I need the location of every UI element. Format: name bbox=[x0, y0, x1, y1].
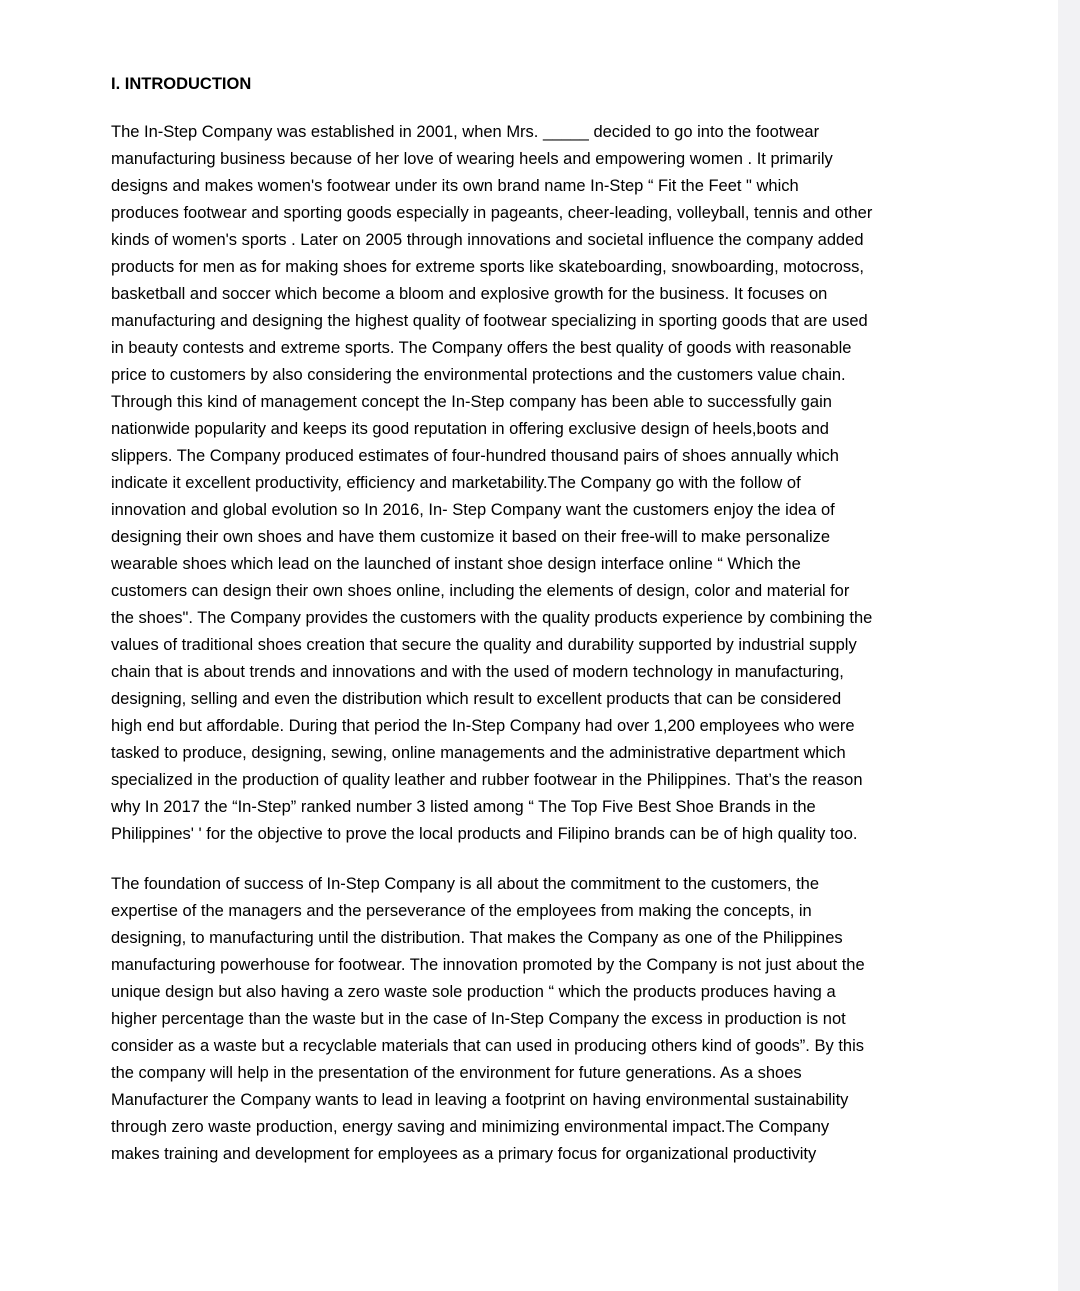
text-line: kinds of women's sports . Later on 2005 through innovations and societal influence the company added bbox=[111, 231, 864, 249]
text-line: makes training and development for employees as a primary focus for organizational productivity bbox=[111, 1145, 817, 1163]
text-line: consider as a waste but a recyclable materials that can used in producing others kind of goods”. By this bbox=[111, 1037, 864, 1055]
document-content bbox=[111, 72, 941, 1163]
text-line: specialized in the production of quality leather and rubber footwear in the Philippines. That’s the reason bbox=[111, 771, 863, 789]
paragraph-2 bbox=[111, 871, 865, 1168]
text-line: innovation and global evolution so In 2016, In- Step Company want the customers enjoy the idea of bbox=[111, 501, 835, 519]
text-line: designing their own shoes and have them customize it based on their free-will to make personalize bbox=[111, 528, 831, 546]
text-line: designing, selling and even the distribution which result to excellent products that can be considered bbox=[111, 690, 842, 708]
paragraph-1 bbox=[111, 119, 872, 848]
text-line: The In-Step Company was established in 2001, when Mrs. _____ decided to go into the footwear bbox=[111, 123, 820, 141]
text-line: wearable shoes which lead on the launched of instant shoe design interface online “ Which the bbox=[111, 555, 801, 573]
text-line: nationwide popularity and keeps its good reputation in offering exclusive design of heels,boots and bbox=[111, 420, 829, 438]
text-line: in beauty contests and extreme sports. The Company offers the best quality of goods with reasonable bbox=[111, 339, 852, 357]
text-line: the company will help in the presentation of the environment for future generations. As a shoes bbox=[111, 1064, 802, 1082]
section-heading: I. INTRODUCTION bbox=[111, 75, 252, 93]
text-line: basketball and soccer which become a bloom and explosive growth for the business. It focuses on bbox=[111, 285, 828, 303]
text-line: customers can design their own shoes online, including the elements of design, color and material for bbox=[111, 582, 850, 600]
text-line: Manufacturer the Company wants to lead in leaving a footprint on having environmental sustainability bbox=[111, 1091, 849, 1109]
scrollbar-track[interactable] bbox=[1058, 0, 1080, 1291]
text-line: The foundation of success of In-Step Company is all about the commitment to the customers, the bbox=[111, 875, 820, 893]
text-line: manufacturing powerhouse for footwear. The innovation promoted by the Company is not just about the bbox=[111, 956, 865, 974]
text-line: price to customers by also considering the environmental protections and the customers value chain. bbox=[111, 366, 846, 384]
text-line: Philippines' ' for the objective to prove the local products and Filipino brands can be of high quality too. bbox=[111, 825, 858, 843]
text-line: higher percentage than the waste but in the case of In-Step Company the excess in production is not bbox=[111, 1010, 846, 1028]
text-line: the shoes". The Company provides the customers with the quality products experience by combining the bbox=[111, 609, 873, 627]
text-line: why In 2017 the “In-Step” ranked number 3 listed among “ The Top Five Best Shoe Brands in the bbox=[111, 798, 816, 816]
text-line: slippers. The Company produced estimates of four-hundred thousand pairs of shoes annually which bbox=[111, 447, 839, 465]
text-line: manufacturing business because of her love of wearing heels and empowering women . It primarily bbox=[111, 150, 833, 168]
text-line: values of traditional shoes creation that secure the quality and durability supported by industrial supply bbox=[111, 636, 857, 654]
text-line: products for men as for making shoes for extreme sports like skateboarding, snowboarding, motocross, bbox=[111, 258, 864, 276]
text-line: chain that is about trends and innovations and with the used of modern technology in manufacturing, bbox=[111, 663, 844, 681]
text-line: unique design but also having a zero waste sole production “ which the products produces having a bbox=[111, 983, 836, 1001]
text-line: designs and makes women's footwear under its own brand name In-Step “ Fit the Feet " which bbox=[111, 177, 799, 195]
text-line: expertise of the managers and the perseverance of the employees from making the concepts, in bbox=[111, 902, 812, 920]
text-line: manufacturing and designing the highest quality of footwear specializing in sporting goods that are used bbox=[111, 312, 868, 330]
text-line: Through this kind of management concept the In-Step company has been able to successfully gain bbox=[111, 393, 832, 411]
text-line: tasked to produce, designing, sewing, online managements and the administrative department which bbox=[111, 744, 846, 762]
text-line: indicate it excellent productivity, efficiency and marketability.The Company go with the follow of bbox=[111, 474, 801, 492]
text-line: high end but affordable. During that period the In-Step Company had over 1,200 employees who were bbox=[111, 717, 855, 735]
text-line: through zero waste production, energy saving and minimizing environmental impact.The Company bbox=[111, 1118, 830, 1136]
text-line: designing, to manufacturing until the distribution. That makes the Company as one of the Philippines bbox=[111, 929, 843, 947]
text-line: produces footwear and sporting goods especially in pageants, cheer-leading, volleyball, tennis and other bbox=[111, 204, 873, 222]
